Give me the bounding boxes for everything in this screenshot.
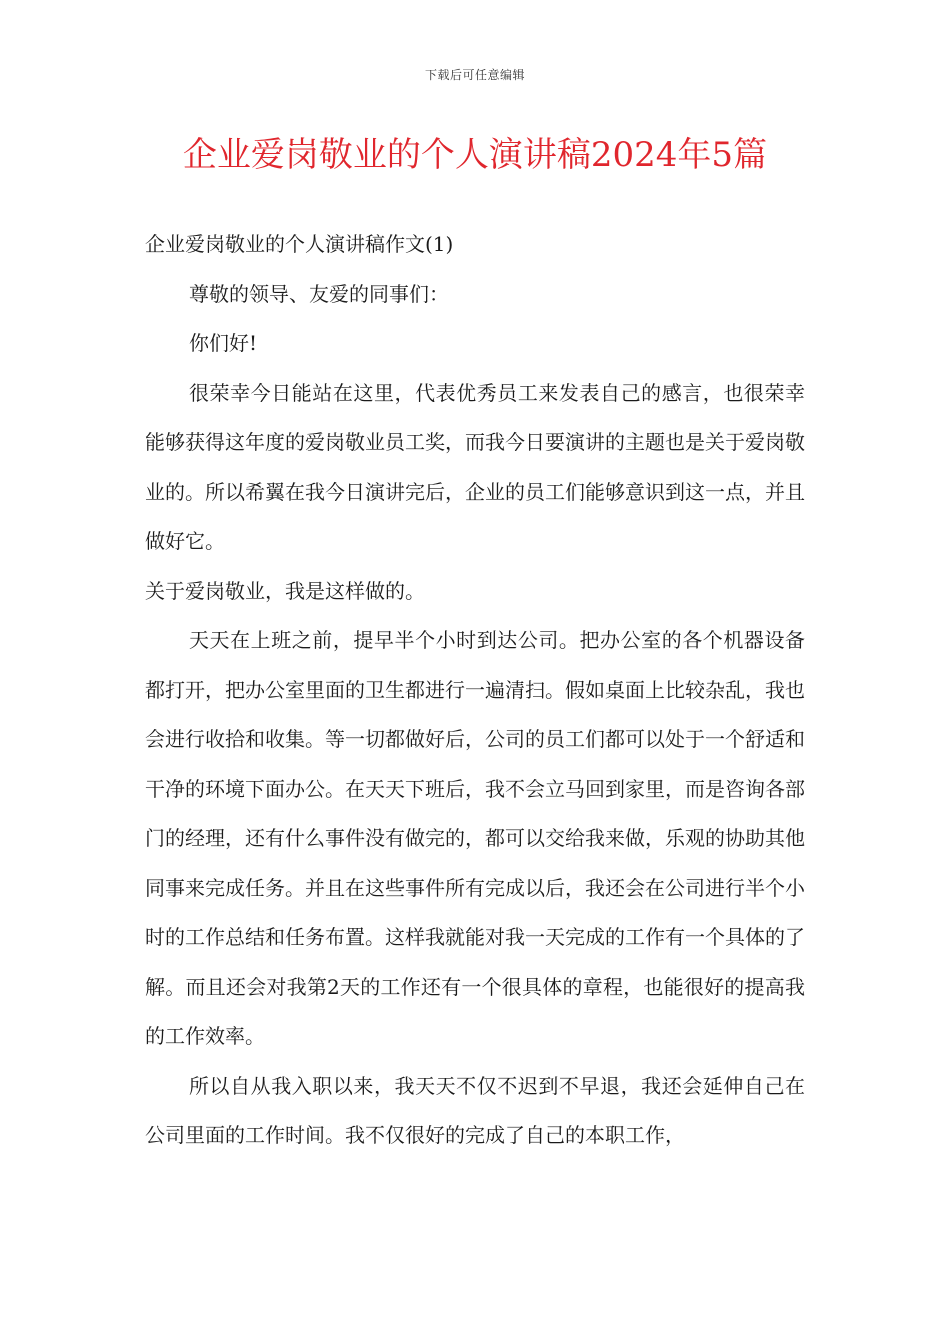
page-header-note: 下载后可任意编辑 — [424, 68, 525, 82]
conclusion-paragraph: 所以自从我入职以来，我天天不仅不迟到不早退，我还会延伸自己在公司里面的工作时间。我不仅很好的完成了自己的本职工作， — [145, 1073, 805, 1147]
section-heading: 企业爱岗敬业的个人演讲稿作文(1) — [145, 232, 454, 256]
document-title: 企业爱岗敬业的个人演讲稿2024年5篇 — [182, 135, 768, 175]
hello-paragraph: 你们好! — [189, 331, 258, 355]
intro-paragraph: 很荣幸今日能站在这里，代表优秀员工来发表自己的感言，也很荣幸能够获得这年度的爱岗敬业员工奖，而我今日要演讲的主题也是关于爱岗敬业的。所以希翼在我今日演讲完后，企业的员工们能够意识到这一点，并且做好它。 — [145, 380, 805, 553]
transition-paragraph: 关于爱岗敬业，我是这样做的。 — [145, 578, 425, 603]
daily-routine-paragraph: 天天在上班之前，提早半个小时到达公司。把办公室的各个机器设备都打开，把办公室里面的卫生都进行一遍清扫。假如桌面上比较杂乱，我也会进行收拾和收集。等一切都做好后，公司的员工们都可以处于一个舒适和干净的环境下面办公。在天天下班后，我不会立马回到家里，而是咨询各部门的经理，还有什么事件没有做完的，都可以交给我来做，乐观的协助其他同事来完成任务。并且在这些事件所有完成以后，我还会在公司进行半个小时的工作总结和任务布置。这样我就能对我一天完成的工作有一个具体的了解。而且还会对我第2天的工作还有一个很具体的章程，也能很好的提高我的工作效率。 — [145, 628, 805, 1048]
document-body — [145, 220, 805, 1161]
greeting-paragraph: 尊敬的领导、友爱的同事们： — [189, 281, 449, 306]
